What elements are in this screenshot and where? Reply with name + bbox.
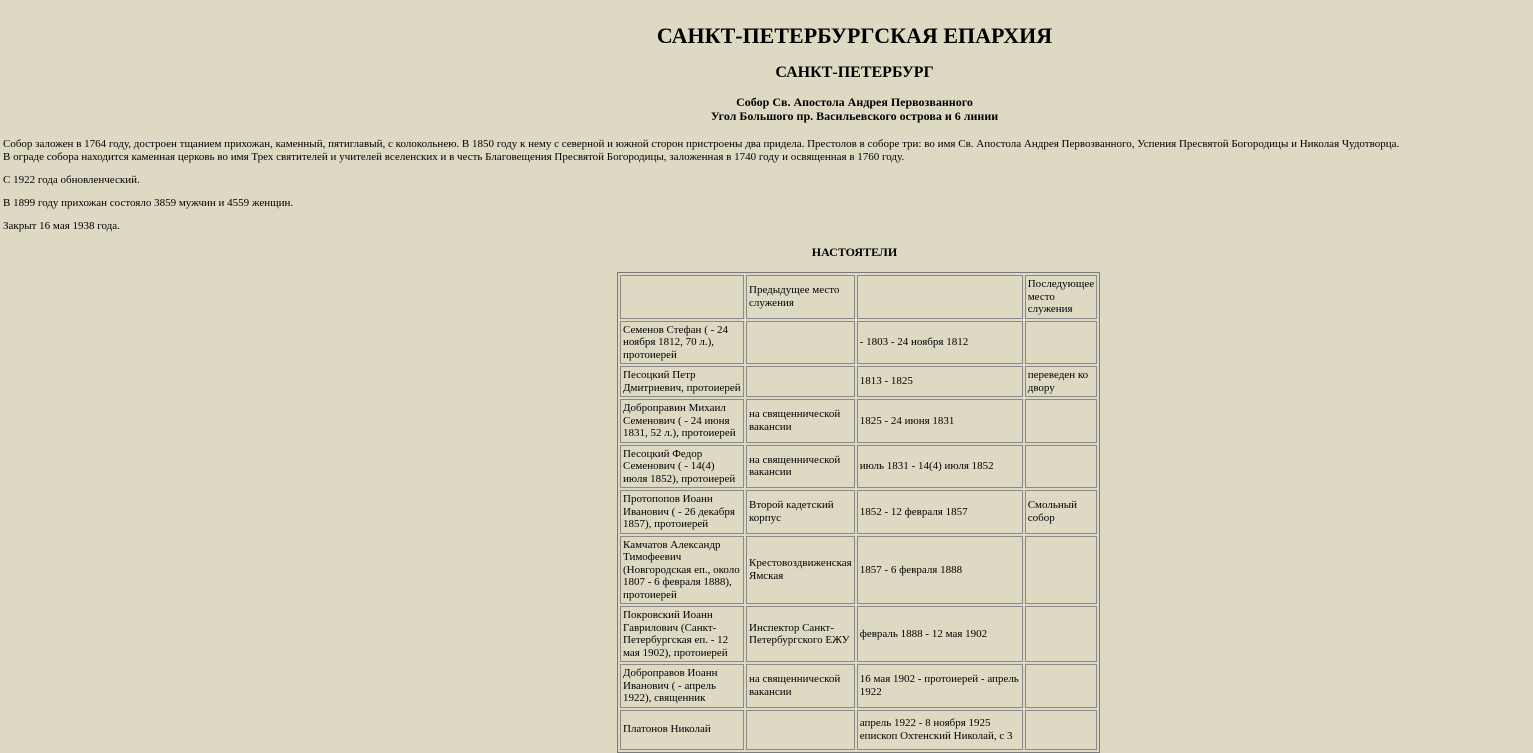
period-cell: июль 1831 - 14(4) июля 1852 — [857, 445, 1023, 489]
table-row — [620, 399, 1097, 443]
period-cell: 1857 - 6 февраля 1888 — [857, 536, 1023, 605]
period-cell: апрель 1922 - 8 ноября 1925 епископ Охтенский Николай, с 3 — [857, 710, 1023, 750]
church-name: Собор Св. Апостола Андрея Первозванного — [736, 95, 973, 109]
table-row — [620, 664, 1097, 708]
note-renovationist: С 1922 года обновленческий. — [3, 174, 140, 186]
previous-service-cell: Второй кадетский корпус — [746, 490, 855, 534]
table-row — [620, 536, 1097, 605]
church-description — [3, 138, 1503, 163]
period-cell: - 1803 - 24 ноября 1812 — [857, 321, 1023, 365]
next-service-cell — [1025, 399, 1097, 443]
next-service-cell — [1025, 606, 1097, 662]
header-cell-previous: Предыдущее место служения — [746, 275, 855, 319]
next-service-cell — [1025, 664, 1097, 708]
previous-service-cell: на священнической вакансии — [746, 445, 855, 489]
period-cell: 1813 - 1825 — [857, 366, 1023, 397]
next-service-cell — [1025, 321, 1097, 365]
table-row — [620, 490, 1097, 534]
table-row — [620, 321, 1097, 365]
rector-name-cell: Песоцкий Петр Дмитриевич, протоиерей — [620, 366, 744, 397]
rector-name-cell: Доброправин Михаил Семенович ( - 24 июня 1831, 52 л.), протоиерей — [620, 399, 744, 443]
description-line-1: Собор заложен в 1764 году, достроен тщанием прихожан, каменный, пятиглавый, с колокольнею. В 1850 году к нему с северной и южной сторон пристроены два придела. Престолов в соборе три: во имя Св. Апостола Андрея Первозванного, Успения Пресвятой Богородицы и Николая Чудотворца. — [3, 138, 1400, 150]
description-line-2: В ограде собора находится каменная церковь во имя Трех святителей и учителей вселенских и в честь Благовещения Пресвятой Богородицы, заложенная в 1740 году и освященная в 1760 году. — [3, 150, 905, 163]
table-row — [620, 606, 1097, 662]
previous-service-cell: на священнической вакансии — [746, 399, 855, 443]
city-title: САНКТ-ПЕТЕРБУРГ — [775, 64, 934, 81]
previous-service-cell — [746, 321, 855, 365]
previous-service-cell: Крестовоздвиженская Ямская — [746, 536, 855, 605]
rector-name-cell: Доброправов Иоанн Иванович ( - апрель 1922), священник — [620, 664, 744, 708]
period-cell: 1825 - 24 июня 1831 — [857, 399, 1023, 443]
header-cell-period — [857, 275, 1023, 319]
previous-service-cell — [746, 366, 855, 397]
note-closed: Закрыт 16 мая 1938 года. — [3, 220, 120, 232]
header-cell-next: Последующее место служения — [1025, 275, 1097, 319]
note-parishioners: В 1899 году прихожан состояло 3859 мужчин и 4559 женщин. — [3, 197, 294, 209]
rector-name-cell: Камчатов Александр Тимофеевич (Новгородская еп., около 1807 - 6 февраля 1888), протоиерей — [620, 536, 744, 605]
next-service-cell — [1025, 710, 1097, 750]
previous-service-cell — [746, 710, 855, 750]
rectors-heading: НАСТОЯТЕЛИ — [811, 245, 898, 259]
rector-name-cell: Песоцкий Федор Семенович ( - 14(4) июля 1852), протоиерей — [620, 445, 744, 489]
table-row — [620, 710, 1097, 750]
period-cell: 1852 - 12 февраля 1857 — [857, 490, 1023, 534]
table-row — [620, 445, 1097, 489]
table-header-row — [620, 275, 1097, 319]
period-cell: 16 мая 1902 - протоиерей - апрель 1922 — [857, 664, 1023, 708]
next-service-cell: Смольный собор — [1025, 490, 1097, 534]
church-heading — [0, 95, 1533, 123]
rector-name-cell: Покровский Иоанн Гаврилович (Санкт-Петербургская еп. - 12 мая 1902), протоиерей — [620, 606, 744, 662]
previous-service-cell: Инспектор Санкт-Петербургского ЕЖУ — [746, 606, 855, 662]
next-service-cell — [1025, 445, 1097, 489]
church-address: Угол Большого пр. Васильевского острова и 6 линии — [710, 109, 999, 123]
diocese-title: САНКТ-ПЕТЕРБУРГСКАЯ ЕПАРХИЯ — [656, 23, 1053, 48]
rector-name-cell: Протопопов Иоанн Иванович ( - 26 декабря 1857), протоиерей — [620, 490, 744, 534]
previous-service-cell: на священнической вакансии — [746, 664, 855, 708]
next-service-cell — [1025, 536, 1097, 605]
rector-name-cell: Семенов Стефан ( - 24 ноября 1812, 70 л.), протоиерей — [620, 321, 744, 365]
period-cell: февраль 1888 - 12 мая 1902 — [857, 606, 1023, 662]
rector-name-cell: Платонов Николай — [620, 710, 744, 750]
header-cell-name — [620, 275, 744, 319]
rectors-table — [617, 272, 1100, 753]
next-service-cell: переведен ко двору — [1025, 366, 1097, 397]
table-row — [620, 366, 1097, 397]
